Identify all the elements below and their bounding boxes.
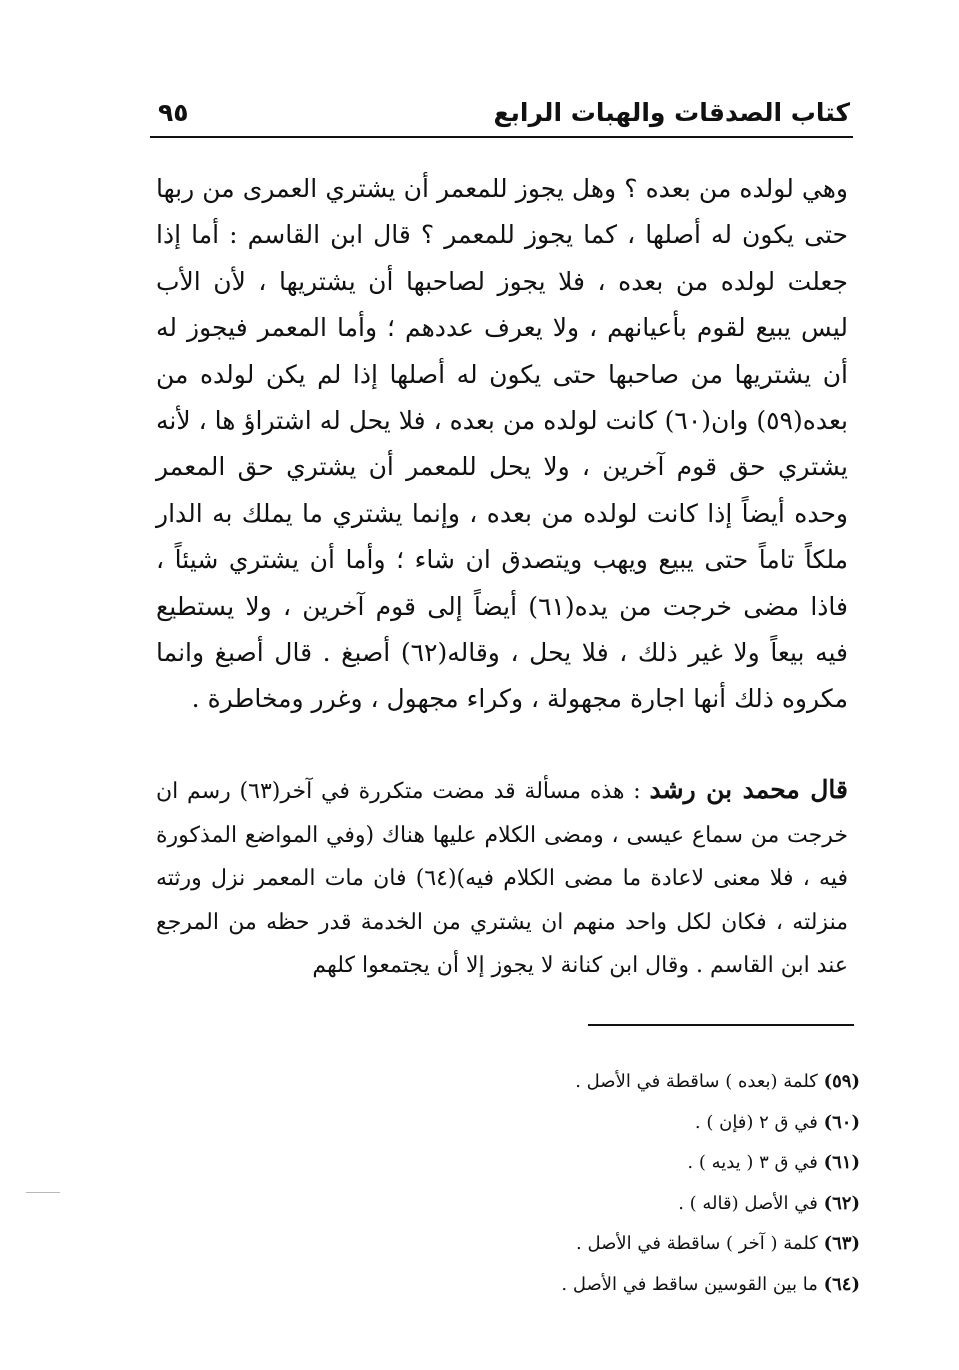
footnote-item (440, 1265, 860, 1306)
main-paragraph: وهي لولده من بعده ؟ وهل يجوز للمعمر أن يشتري العمرى من ربها حتى يكون له أصلها ، كما يجوز للمعمر ؟ قال ابن القاسم : أما إذا جعلت لولده من بعده ، فلا يجوز لصاحبها أن يشتريها ، لأن الأب ليس يبيع لقوم بأعيانهم ، ولا يعرف عددهم ؛ وأما المعمر فيجوز له أن يشتريها من صاحبها حتى يكون له أصلها إذا لم يكن لولده من بعده(٥٩) وان(٦٠) كانت لولده من بعده ، فلا يحل له اشتراؤ ها ، لأنه يشتري حق قوم آخرين ، ولا يحل للمعمر أن يشتري حق المعمر وحده أيضاً إذا كانت لولده من بعده ، وإنما يشتري ما يملك به الدار ملكاً تاماً حتى يبيع ويهب ويتصدق ان شاء ؛ وأما أن يشتري شيئاً ، فاذا مضى خرجت من يده(٦١) أيضاً إلى قوم آخرين ، ولا يستطيع فيه بيعاً ولا غير ذلك ، فلا يحل ، وقاله(٦٢) أصبغ . قال أصبغ وانما مكروه ذلك أنها اجارة مجهولة ، وكراء مجهول ، وغرر ومخاطرة . (156, 174, 849, 714)
footnote-number: (٦٣) (823, 1233, 860, 1255)
main-text (156, 166, 848, 723)
footnote-number: (٦١) (823, 1152, 860, 1174)
footnote-number: (٦٠) (823, 1111, 860, 1133)
footnote-number: (٦٤) (823, 1273, 860, 1295)
footnote-item (440, 1103, 860, 1144)
commentary-section (156, 768, 848, 988)
running-title: كتاب الصدقات والهبات الرابع (493, 98, 850, 127)
commentary-paragraph (156, 768, 848, 988)
running-header (150, 98, 850, 132)
footnote-item (440, 1184, 860, 1225)
footnote-text: في ق ٣ ( يديه ) . (687, 1152, 818, 1174)
footnote-rule (588, 1024, 854, 1026)
footnote-number: (٥٩) (823, 1071, 860, 1092)
header-rule (150, 136, 853, 138)
footnote-text: كلمة ( آخر ) ساقطة في الأصل . (576, 1233, 818, 1255)
commentary-lead: قال محمد بن رشد (649, 775, 848, 804)
footnote-text: في الأصل (قاله ) . (678, 1192, 818, 1214)
footnote-item (440, 1143, 860, 1184)
footnotes-list (440, 1062, 860, 1306)
footnote-item (440, 1062, 860, 1103)
footnote-text: ما بين القوسين ساقط في الأصل . (561, 1273, 818, 1295)
page-number: ٩٥ (158, 98, 189, 127)
footnote-item (440, 1224, 860, 1265)
commentary-text: : هذه مسألة قد مضت متكررة في آخر(٦٣) رسم ان خرجت من سماع عيسى ، ومضى الكلام عليها هناك (وفي المواضع المذكورة فيه ، فلا معنى لاعادة ما مضى الكلام فيه)(٦٤) فان مات المعمر نزل ورثته منزلته ، فكان لكل واحد منهم ان يشتري من الخدمة قدر حظه من المرجع عند ابن القاسم . وقال ابن كنانة لا يجوز إلا أن يجتمعوا كلهم (156, 779, 848, 979)
footnote-text: كلمة (بعده ) ساقطة في الأصل . (575, 1071, 818, 1092)
margin-mark (26, 1192, 60, 1193)
footnote-number: (٦٢) (823, 1192, 860, 1214)
footnote-text: في ق ٢ (فإن ) . (694, 1111, 818, 1133)
